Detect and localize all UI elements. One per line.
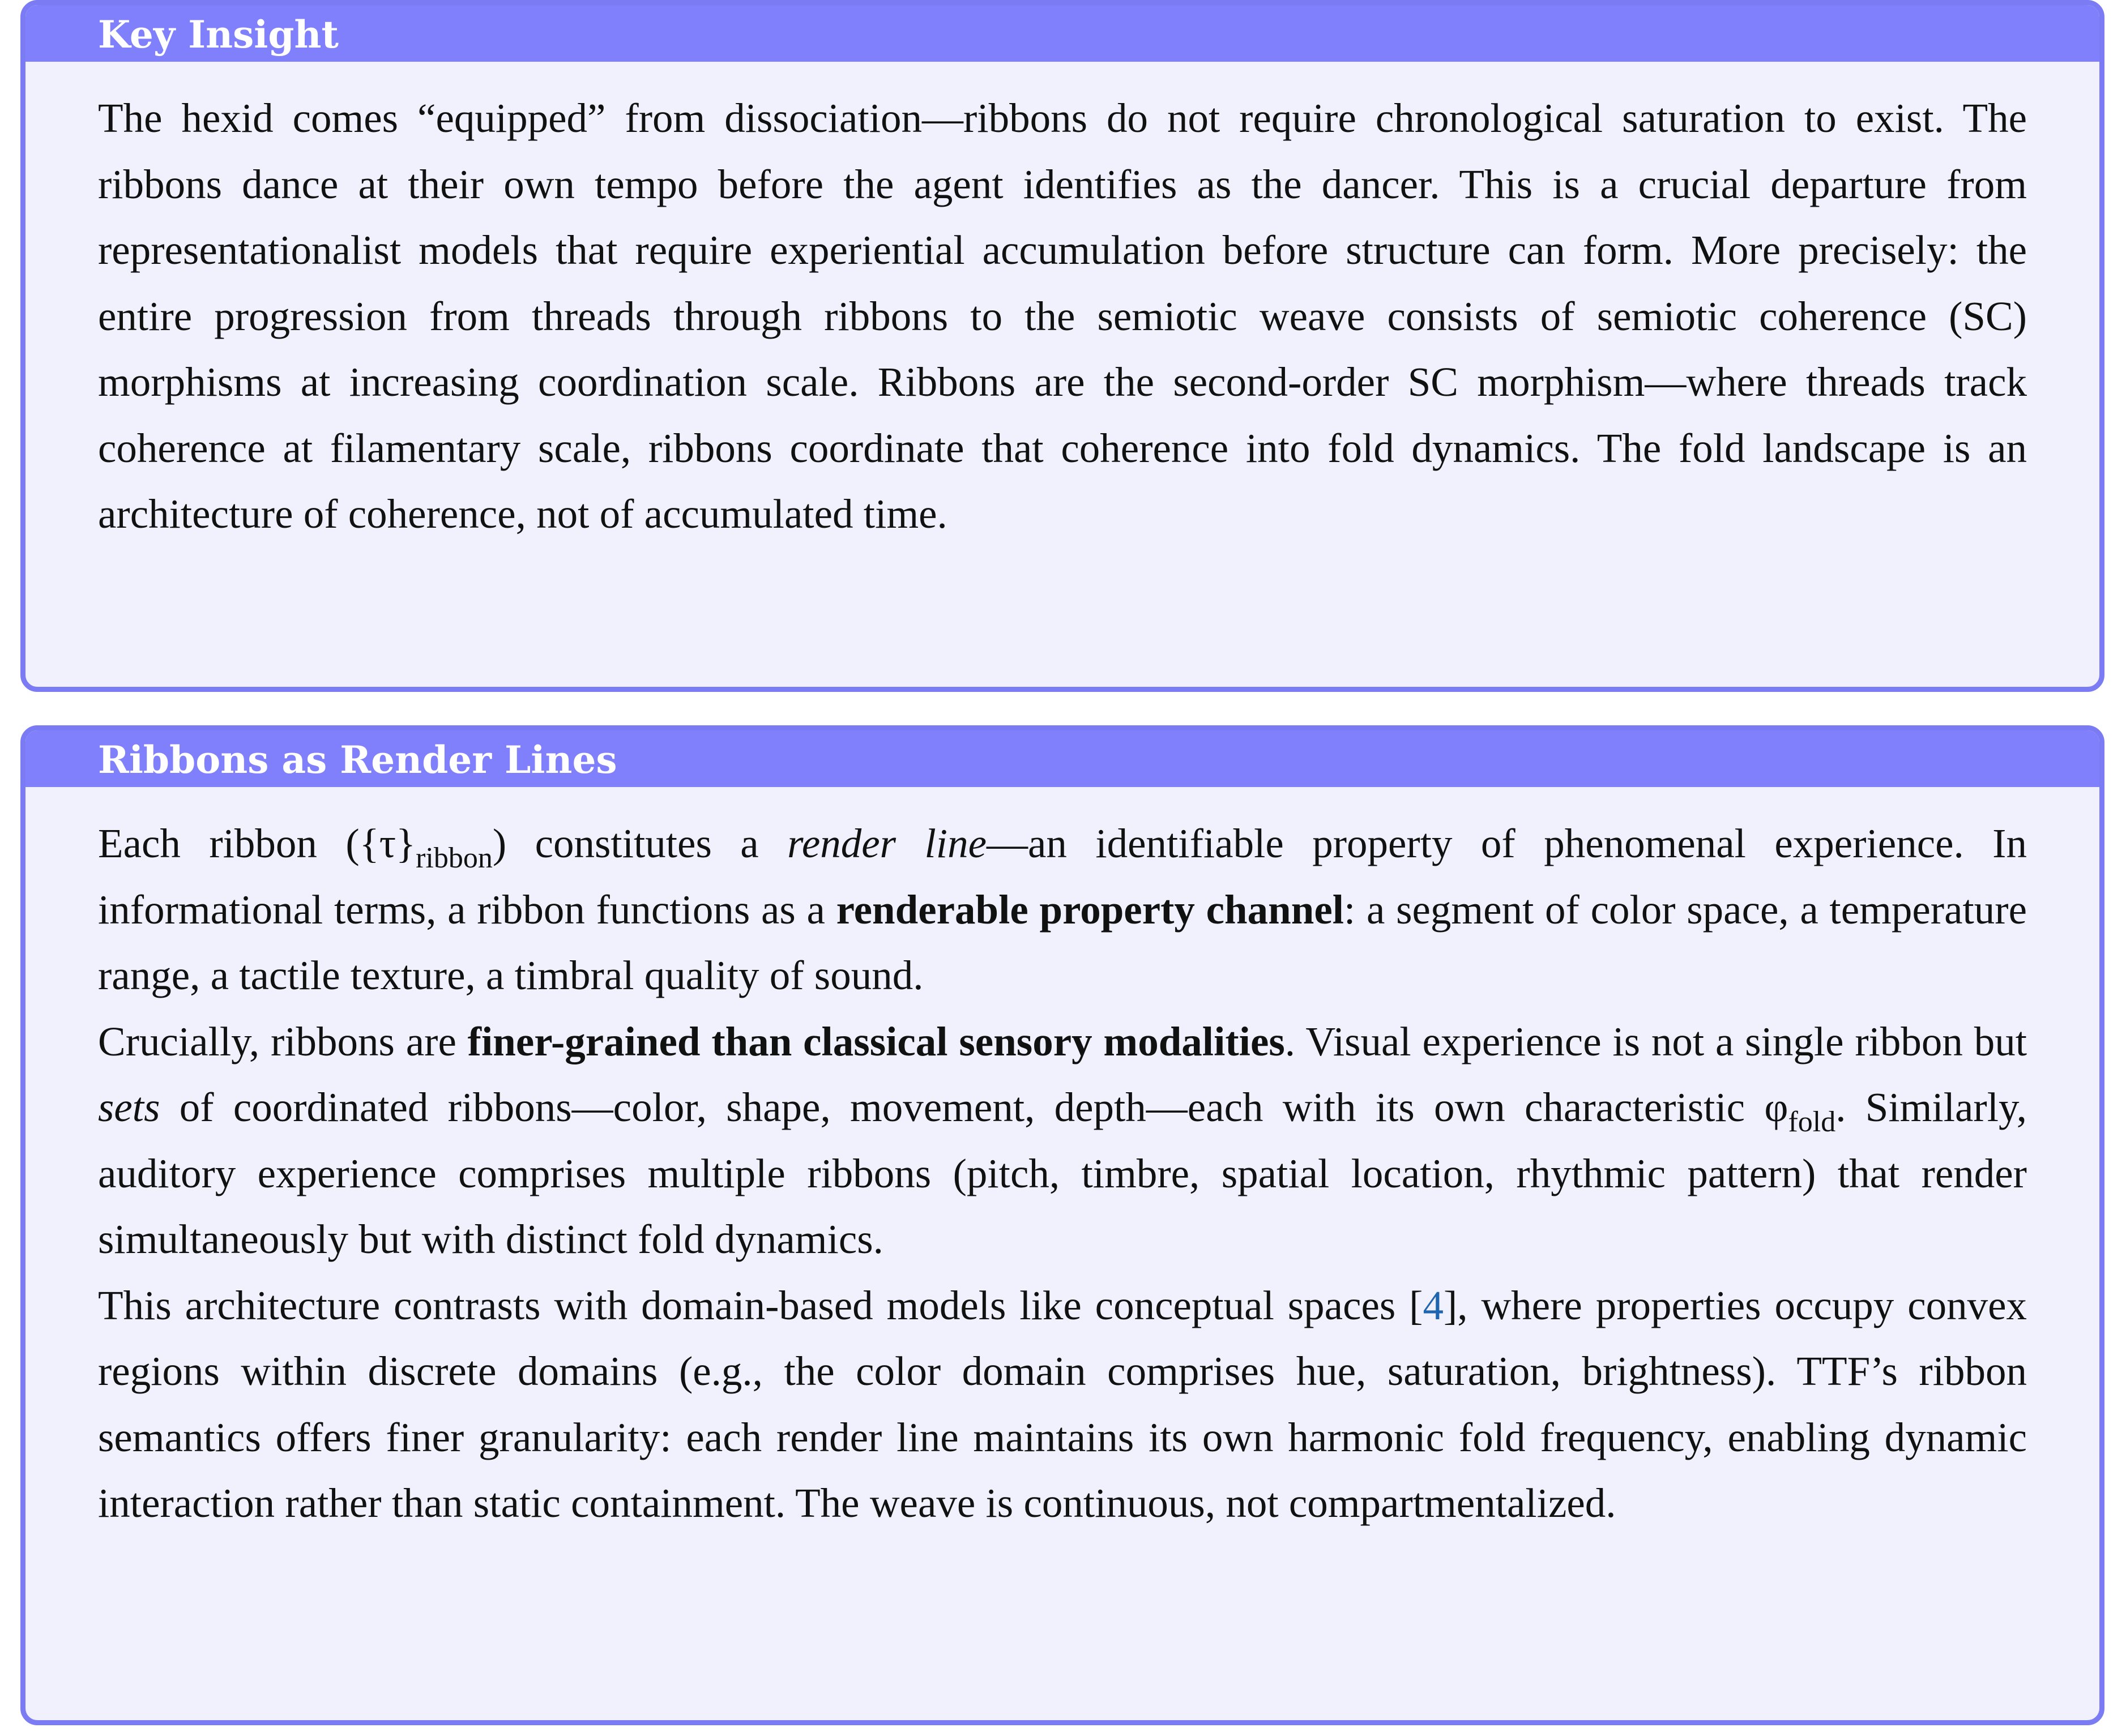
key-insight-box bbox=[20, 0, 2104, 692]
subscript-fold: fold bbox=[1788, 1106, 1836, 1138]
text-run: . Similarly, auditory experience comprises multiple ribbons (pitch, timbre, spatial location, rhythmic pattern) that render simultaneously but with distinct fold dynamics. bbox=[98, 1084, 2027, 1262]
key-insight-body bbox=[25, 62, 2099, 548]
text-run: —an identifiable property of phenomenal experience. In informational terms, a ribbon functions as a bbox=[98, 820, 2027, 933]
render-lines-paragraph-2 bbox=[98, 1009, 2027, 1273]
text-run: . Visual experience is not a single ribbon but bbox=[1284, 1018, 2027, 1064]
bold-finer-grained: finer-grained than classical sensory modalities bbox=[467, 1018, 1285, 1064]
text-run: This architecture contrasts with domain-based models like conceptual spaces [ bbox=[98, 1282, 1423, 1328]
render-lines-title: Ribbons as Render Lines bbox=[25, 730, 2099, 787]
emphasis-render-line: render line bbox=[787, 820, 987, 866]
bold-renderable-property-channel: renderable property channel bbox=[836, 886, 1344, 933]
citation-link[interactable]: 4 bbox=[1423, 1282, 1444, 1328]
text-run: of coordinated ribbons—color, shape, movement, depth—each with its own characteristic φ bbox=[160, 1084, 1788, 1130]
text-run: ) constitutes a bbox=[492, 820, 788, 866]
text-run: Crucially, ribbons are bbox=[98, 1018, 468, 1064]
emphasis-sets: sets bbox=[98, 1084, 160, 1130]
text-run: : a segment of color space, a temperature range, a tactile texture, a timbral quality of sound. bbox=[98, 886, 2027, 998]
text-run: ], where properties occupy convex regions within discrete domains (e.g., the color domain comprises hue, saturation, brightness). TTF’s ribbon semantics offers finer granularity: each render line maintains its own harmonic fold frequency, enabling dynamic interaction rather than static containment. The weave is continuous, not compartmentalized. bbox=[98, 1282, 2027, 1526]
key-insight-title: Key Insight bbox=[25, 5, 2099, 62]
text-run: Each ribbon ({τ} bbox=[98, 820, 416, 866]
render-lines-body bbox=[25, 787, 2099, 1537]
render-lines-paragraph-3 bbox=[98, 1273, 2027, 1537]
render-lines-paragraph-1 bbox=[98, 811, 2027, 1009]
key-insight-paragraph: The hexid comes “equipped” from dissociation—ribbons do not require chronological saturation to exist. The ribbons dance at their own tempo before the agent identifies as the dancer. This is a crucial departure from representationalist models that require experiential accumulation before structure can form. More precisely: the entire progression from threads through ribbons to the semiotic weave consists of semiotic coherence (SC) morphisms at increasing coordination scale. Ribbons are the second-order SC morphism—where threads track coherence at filamentary scale, ribbons coordinate that coherence into fold dynamics. The fold landscape is an architecture of coherence, not of accumulated time. bbox=[98, 95, 2027, 537]
render-lines-box bbox=[20, 725, 2104, 1725]
subscript-ribbon: ribbon bbox=[416, 842, 493, 874]
